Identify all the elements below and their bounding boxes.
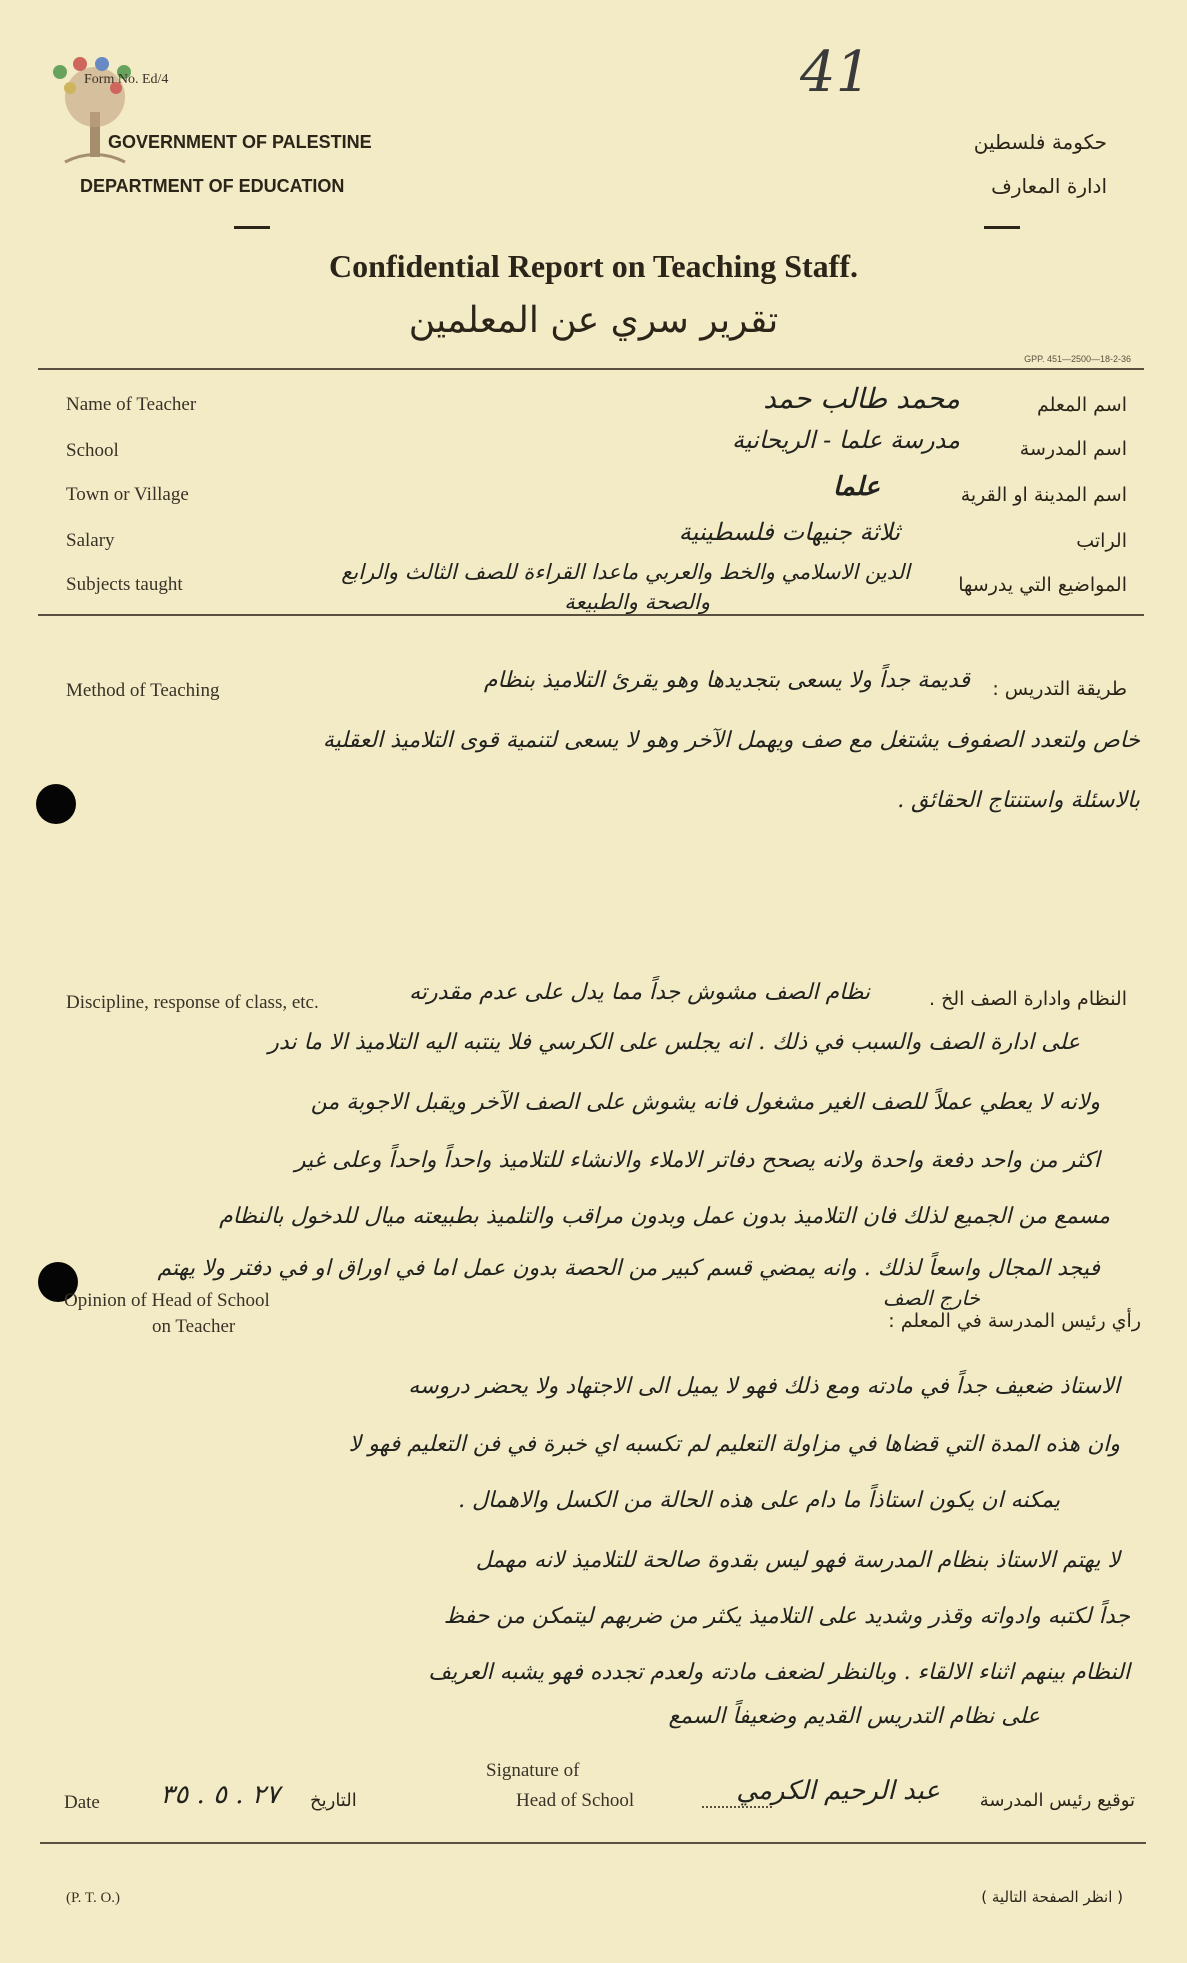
pto-ar: ( انظر الصفحة التالية ) [981,1888,1123,1906]
school-value: مدرسة علما - الريحانية [732,426,960,454]
town-label-ar: اسم المدينة او القرية [960,484,1127,506]
discipline-label-en: Discipline, response of class, etc. [66,992,319,1013]
report-title-en: Confidential Report on Teaching Staff. [329,248,858,284]
discipline-line-1: نظام الصف مشوش جداً مما يدل على عدم مقدرته [409,980,870,1005]
form-number: Form No. Ed/4 [84,72,169,87]
school-label-ar: اسم المدرسة [1019,438,1127,460]
signature-label-en-line2: Head of School [516,1790,635,1811]
teacher-name-label-en: Name of Teacher [66,394,197,415]
pto-en: (P. T. O.) [66,1890,121,1906]
department-title-en: DEPARTMENT OF EDUCATION [80,176,345,196]
discipline-line-7: خارج الصف [882,1286,980,1310]
signature-label-en-line1: Signature of [486,1760,580,1781]
opinion-line-5: جداً لكتبه وادواته وقذر وشديد على التلاميذ يكثر من ضربهم ليتمكن من حفظ [443,1604,1130,1629]
header-divider-right [984,226,1020,229]
method-label-en: Method of Teaching [66,680,220,701]
print-code: GPP. 451—2500—18-2-36 [1024,354,1131,364]
date-label-en: Date [64,1792,100,1813]
opinion-line-4: لا يهتم الاستاذ بنظام المدرسة فهو ليس بقدوة صالحة للتلاميذ لانه مهمل [475,1548,1120,1573]
opinion-label-ar: رأي رئيس المدرسة في المعلم : [888,1310,1141,1332]
date-label-ar: التاريخ [310,1790,357,1811]
method-label-ar: طريقة التدريس : [992,678,1127,700]
department-title-ar: ادارة المعارف [991,174,1107,198]
page-number-handwritten: 41 [800,40,872,105]
government-title-ar: حكومة فلسطين [973,130,1107,154]
opinion-label-en-line1: Opinion of Head of School [64,1290,270,1311]
tree-logo-icon [40,52,150,172]
subjects-label-ar: المواضيع التي يدرسها [958,574,1127,596]
opinion-label-en-line2: on Teacher [152,1316,236,1337]
government-title-en: GOVERNMENT OF PALESTINE [108,132,372,152]
opinion-line-2: وان هذه المدة التي قضاها في مزاولة التعليم لم تكسبه اي خبرة في فن التعليم فهو لا [348,1432,1120,1457]
opinion-line-6: النظام بينهم اثناء الالقاء . وبالنظر لضعف مادته ولعدم تجدده فهو يشبه العريف [428,1660,1130,1685]
school-label-en: School [66,440,119,461]
town-value: علما [832,472,880,502]
subjects-value-continued: والصحة والطبيعة [564,590,710,614]
header-divider-left [234,226,270,229]
fields-bottom-rule [38,614,1144,616]
salary-value: ثلاثة جنيهات فلسطينية [678,518,900,546]
top-rule [38,368,1144,370]
teacher-name-label-ar: اسم المعلم [1036,394,1127,416]
town-label-en: Town or Village [66,484,189,505]
head-signature: عبد الرحيم الكرمي [736,1776,940,1806]
discipline-line-3: ولانه لا يعطي عملاً للصف الغير مشغول فانه يشوش على الصف الآخر ويقبل الاجوبة من [310,1090,1100,1115]
discipline-label-ar: النظام وادارة الصف الخ . [928,988,1127,1010]
bottom-rule [40,1842,1146,1844]
discipline-line-4: اكثر من واحد دفعة واحدة ولانه يصحح دفاتر الاملاء والانشاء للتلاميذ واحداً واحداً وعلى غير [294,1148,1100,1173]
method-line-2: خاص ولتعدد الصفوف يشتغل مع صف ويهمل الآخر وهو لا يسعى لتنمية قوى التلاميذ العقلية [322,728,1140,753]
discipline-line-5: مسمع من الجميع لذلك فان التلاميذ بدون عمل وبدون مراقب والتلميذ بطبيعته ميال للدخول بالنظام [219,1204,1110,1229]
subjects-label-en: Subjects taught [66,574,183,595]
opinion-line-1: الاستاذ ضعيف جداً في مادته ومع ذلك فهو لا يميل الى الاجتهاد ولا يحضر دروسه [408,1374,1120,1399]
method-line-1: قديمة جداً ولا يسعى بتجديدها وهو يقرئ التلاميذ بنظام [483,668,970,693]
date-value: ٢٧ . ٥ . ٣٥ [160,1780,280,1810]
report-title-ar: تقرير سري عن المعلمين [408,300,779,341]
method-line-3: بالاسئلة واستنتاج الحقائق . [897,788,1140,813]
subjects-value: الدين الاسلامي والخط والعربي ماعدا القراءة للصف الثالث والرابع [341,560,910,584]
signature-label-ar: توقيع رئيس المدرسة [979,1790,1135,1811]
salary-label-ar: الراتب [1076,530,1127,552]
signature-dotted-line [702,1806,772,1808]
discipline-line-6: فيجد المجال واسعاً لذلك . وانه يمضي قسم كبير من الحصة بدون عمل اما في اوراق او في دفتر ولا يهتم [157,1256,1100,1281]
opinion-line-7: على نظام التدريس القديم وضعيفاً السمع [668,1704,1040,1729]
salary-label-en: Salary [66,530,115,551]
discipline-line-2: على ادارة الصف والسبب في ذلك . انه يجلس على الكرسي فلا ينتبه اليه التلاميذ الا ما ندر [268,1030,1080,1055]
teacher-name-value: محمد طالب حمد [763,382,960,415]
punch-hole-top [36,784,76,824]
opinion-line-3: يمكنه ان يكون استاذاً ما دام على هذه الحالة من الكسل والاهمال . [458,1488,1060,1513]
